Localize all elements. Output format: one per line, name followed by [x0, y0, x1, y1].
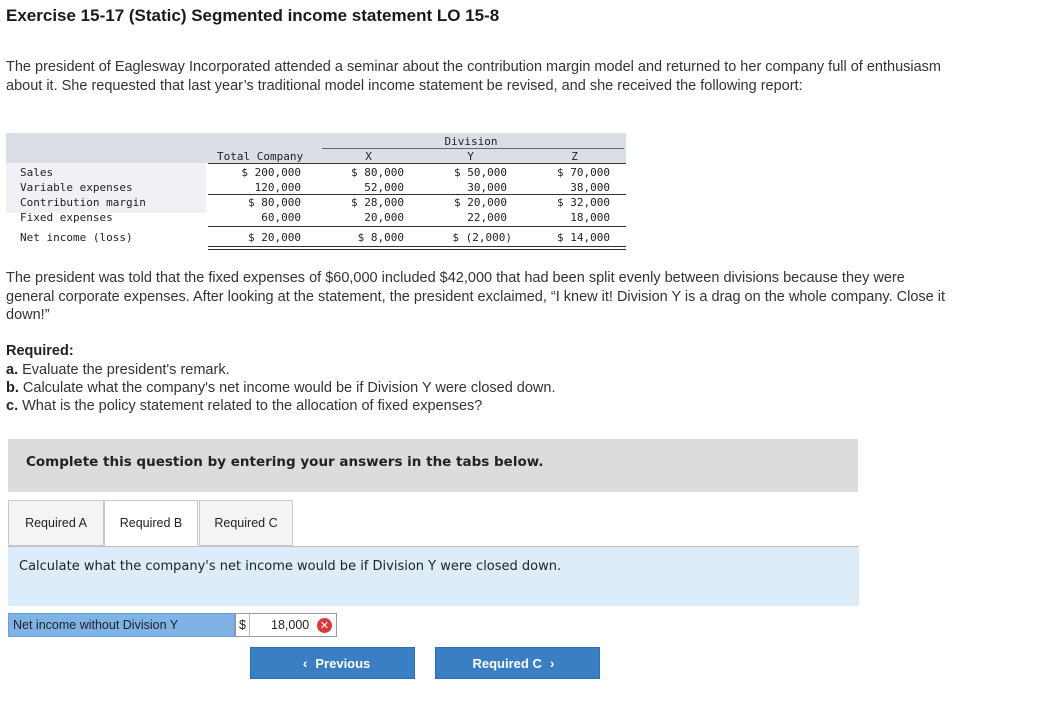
tab-instruction: Calculate what the company's net income would be if Division Y were closed down. [8, 547, 859, 606]
table-cell: 18,000 [570, 211, 610, 224]
tab-required-b[interactable]: Required B [104, 500, 198, 546]
required-item-a: a. Evaluate the president's remark. [6, 362, 230, 378]
income-statement-report [6, 133, 626, 251]
table-cell: 60,000 [261, 211, 301, 224]
answer-label: Net income without Division Y [8, 613, 235, 637]
tab-required-c[interactable]: Required C [199, 500, 293, 546]
next-required-c-button[interactable]: Required C › [435, 647, 600, 679]
table-cell: $ (2,000) [452, 231, 512, 244]
table-cell: $ 32,000 [557, 196, 610, 209]
table-cell: $ 50,000 [454, 166, 507, 179]
currency-symbol: $ [239, 618, 246, 632]
required-item-c: c. What is the policy statement related to the allocation of fixed expenses? [6, 398, 483, 414]
table-cell: 20,000 [364, 211, 404, 224]
table-cell: $ 200,000 [241, 166, 301, 179]
instructions-banner: Complete this question by entering your answers in the tabs below. [8, 439, 858, 492]
tab-required-a[interactable]: Required A [8, 500, 104, 546]
table-cell: 30,000 [467, 181, 507, 194]
table-cell: $ 20,000 [454, 196, 507, 209]
row-label-contribution-margin: Contribution margin [20, 196, 146, 209]
chevron-left-icon: ‹ [302, 655, 308, 671]
answer-value[interactable]: 18,000 [271, 618, 310, 632]
president-statement: The president was told that the fixed expenses of $60,000 included $42,000 that had been split evenly between divisions because they were general corporate expenses. After looking at the statement, the president exclaimed, “I knew it! Division Y is a drag on the whole company. Close it down!” [6, 270, 945, 323]
column-header-z: Z [571, 150, 578, 163]
column-header-x: X [365, 150, 372, 163]
row-label-fixed-expenses: Fixed expenses [20, 211, 113, 224]
table-cell: $ 80,000 [351, 166, 404, 179]
table-cell: 38,000 [570, 181, 610, 194]
row-label-variable-expenses: Variable expenses [20, 181, 133, 194]
intro-paragraph: The president of Eaglesway Incorporated attended a seminar about the contribution margin model and returned to her company full of enthusiasm about it. She requested that last year’s traditional model income statement be revised, and she received the following report: [6, 59, 941, 94]
table-cell: $ 14,000 [557, 231, 610, 244]
table-cell: $ 28,000 [351, 196, 404, 209]
required-item-b: b. Calculate what the company's net income would be if Division Y were closed down. [6, 380, 556, 396]
division-header: Division [444, 135, 498, 148]
column-header-y: Y [467, 150, 474, 163]
row-label-net-income: Net income (loss) [20, 231, 133, 244]
table-cell: 52,000 [364, 181, 404, 194]
net-income-answer-field[interactable] [235, 613, 337, 637]
column-header-total: Total Company [217, 150, 304, 163]
table-cell: $ 20,000 [248, 231, 301, 244]
table-cell: $ 70,000 [557, 166, 610, 179]
previous-button[interactable]: ‹ Previous [250, 647, 415, 679]
incorrect-x-icon: ✕ [317, 618, 332, 633]
required-heading: Required: [6, 343, 74, 359]
row-label-sales: Sales [20, 166, 54, 179]
table-cell: 22,000 [467, 211, 507, 224]
page-title: Exercise 15-17 (Static) Segmented income statement LO 15-8 [6, 6, 500, 25]
chevron-right-icon: › [549, 655, 555, 671]
table-cell: $ 8,000 [357, 231, 404, 244]
table-cell: $ 80,000 [248, 196, 301, 209]
table-cell: 120,000 [254, 181, 301, 194]
